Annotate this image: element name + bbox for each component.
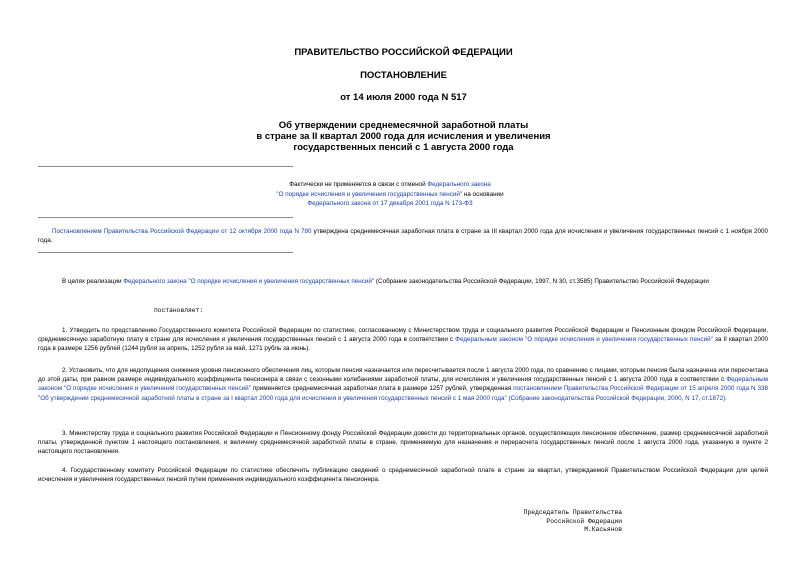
status-note-link[interactable]: Федерального закона (427, 181, 491, 188)
title-line: государственных пенсий с 1 августа 2000 года (293, 142, 514, 153)
title-line: в стране за II квартал 2000 года для исчисления и увеличения (256, 131, 551, 142)
item-link[interactable]: Федеральным законом "О порядке исчисления и увеличения государственных пенсий" (455, 336, 713, 344)
title-line: Об утверждении среднемесячной заработной платы (278, 120, 529, 131)
signature-line: Российской Федерации (546, 517, 622, 525)
item-4: 4. Государственному комитету Российской Федерации по статистике обеспечить публикацию сведений о среднемесячной заработной плате в стране за квартал, утверждаемой Правительством Российской Федерации для целей исчисления и увеличения государственных пенсий путем применения индивидуального коэффициента пенсионера. (38, 467, 768, 484)
divider (38, 166, 293, 167)
related-note (38, 227, 768, 245)
document-title (200, 120, 607, 153)
item-1 (38, 326, 768, 354)
status-note-link[interactable]: "О порядке исчисления и увеличения государственных пенсий" (276, 190, 463, 198)
item-text: 2. Установить, что для недопущения снижения уровня пенсионного обеспечения лиц, которым пенсия назначается или пересчитывается после 1 августа 2000 года, по сравнению с лицами, которым пенсия была назначена или пересчитана до этой даты, при равном размере индивидуального коэффициента пенсионера в связи с сезонными колебаниями заработной платы, для исчисления и увеличения государственных пенсий с 1 августа 2000 года в соответствии с (38, 367, 768, 384)
item-link[interactable]: постановлением Правительства Российской Федерации от 15 апреля 2000 года N 338 "Об утверждении среднемесячной заработной платы в стране за I квартал 2000 года для исчисления и увеличения государственных пенсий с 1 мая 2000 года" (Собрание законодательства Российской Федерации, 2000, N 17, ст.1872). (38, 385, 768, 402)
document-date-number: от 14 июля 2000 года N 517 (340, 92, 467, 103)
preamble (38, 277, 768, 286)
preamble-text: (Собрание законодательства Российской Федерации, 1997, N 30, ст.3585) Правительство Российской Федерации (374, 278, 709, 285)
signature-line: М.Касьянов (584, 526, 622, 533)
preamble-link[interactable]: Федерального закона "О порядке исчисления и увеличения государственных пенсий" (123, 278, 375, 285)
status-note-link[interactable]: Федерального закона от 17 декабря 2001 года N 173-ФЗ (307, 200, 473, 207)
related-note-text: утверждена среднемесячная заработная плата в стране за III квартал 2000 года для исчисления и увеличения государственных пенсий с 1 ноября 2000 года. (38, 228, 768, 245)
item-text: 1. Утвердить по представлению Государственного комитета Российской Федерации по статистике, согласованному с Министерством труда и социального развития Российской Федерации и Пенсионным фондом Российской Федерации, среднемесячную заработную плату в стране для исчисления и увеличения государственных пенсий с 1 августа 2000 года в соответствии с (38, 327, 768, 344)
preamble-text: В целях реализации (62, 278, 124, 285)
item-2 (38, 366, 768, 403)
signature-line: Председатель Правительства (523, 509, 622, 516)
related-note-link[interactable]: Постановлением Правительства Российской Федерации от 12 октября 2000 года N 780 (52, 228, 312, 235)
item-text: применяется среднемесячная заработная плата в размере 1257 рублей, утвержденная (250, 385, 514, 393)
item-text: за II квартал 2000 года в размере 1256 рублей (1244 рубля за апрель, 1252 рубля за май, 1271 рубль за июнь). (38, 336, 769, 353)
item-link[interactable]: Федеральным законом "О порядке исчисления и увеличения государственных пенсий" (38, 376, 768, 393)
document-type: ПОСТАНОВЛЕНИЕ (360, 70, 447, 81)
divider (38, 252, 293, 253)
item-3: 3. Министерству труда и социального развития Российской Федерации и Пенсионному фонду Российской Федерации довести до территориальных органов, осуществляющих пенсионное обеспечение, размер среднемесячной заработной платы, утвержденной пунктом 1 настоящего постановления, и величину среднемесячной заработной платы в стране, применяемую для назначения и перерасчета государственных пенсий после 1 августа 2000 года, указанную в пункте 2 настоящего постановления. (38, 430, 768, 456)
divider (38, 217, 293, 218)
signature-block (470, 509, 622, 535)
authority-heading: ПРАВИТЕЛЬСТВО РОССИЙСКОЙ ФЕДЕРАЦИИ (294, 47, 513, 58)
resolves-word: постановляет: (154, 307, 204, 314)
status-note (200, 180, 580, 209)
status-note-text: Фактически не применяется в связи с отменой (289, 181, 428, 188)
status-note-text: на основании (462, 190, 504, 198)
